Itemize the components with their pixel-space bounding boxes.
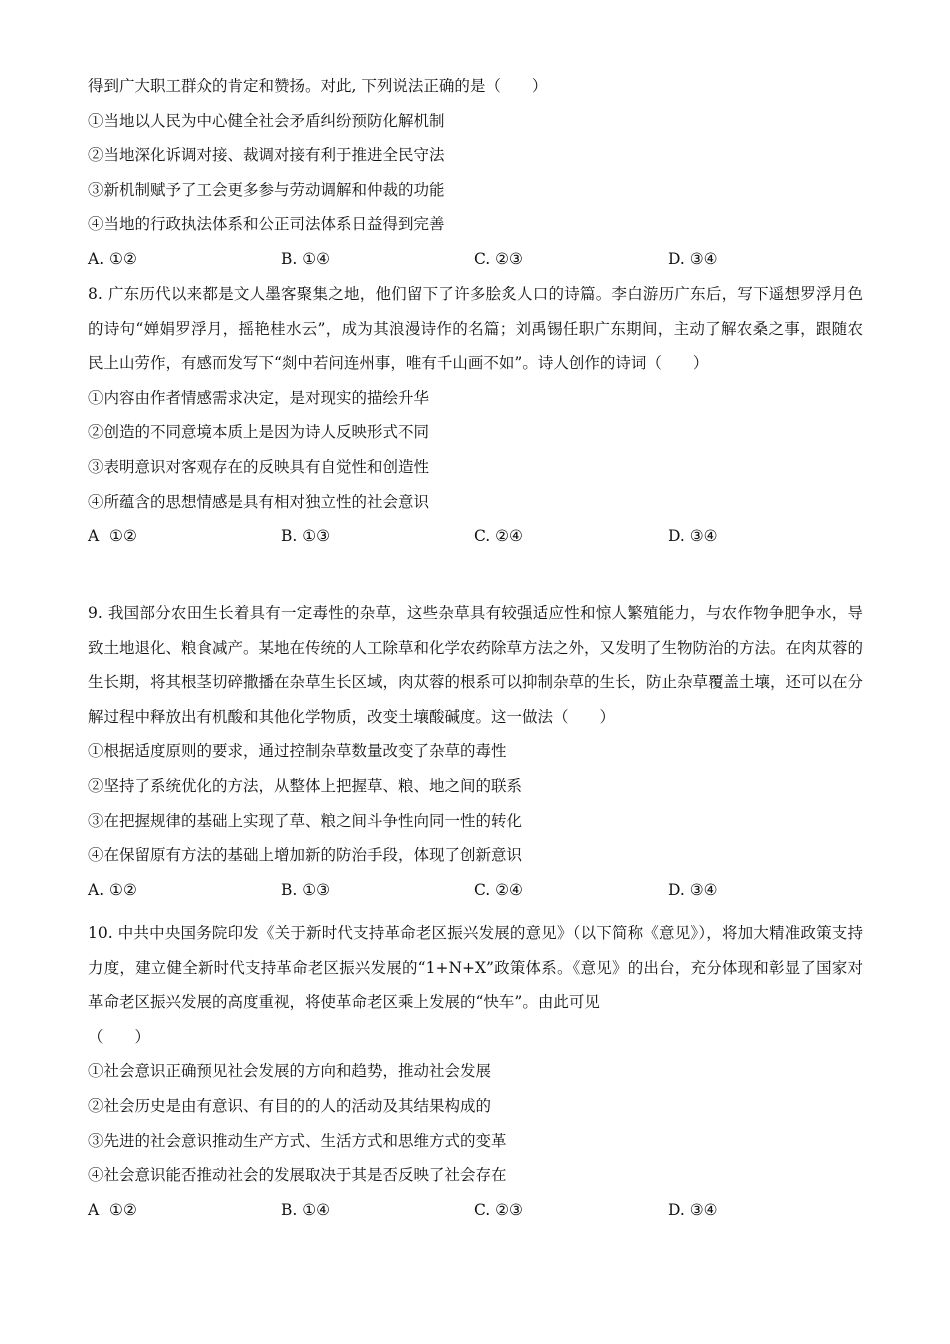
- answer-options: [88, 873, 863, 908]
- answer-options: [88, 242, 863, 277]
- option-d[interactable]: D. ③④: [668, 527, 718, 546]
- option-b[interactable]: B. ①③: [281, 527, 331, 546]
- statement-3: ③先进的社会意识推动生产方式、生活方式和思维方式的变革: [88, 1131, 507, 1150]
- statement-4: ④社会意识能否推动社会的发展取决于其是否反映了社会存在: [88, 1166, 507, 1185]
- statement-1: ①根据适度原则的要求，通过控制杂草数量改变了杂草的毒性: [88, 742, 507, 761]
- option-b[interactable]: B. ①④: [281, 249, 331, 268]
- option-d[interactable]: D. ③④: [668, 880, 718, 899]
- statement-4: ④所蕴含的思想情感是具有相对独立性的社会意识: [88, 492, 430, 511]
- option-d[interactable]: D. ③④: [668, 249, 718, 268]
- statement-2: ②坚持了系统优化的方法，从整体上把握草、粮、地之间的联系: [88, 776, 523, 795]
- option-c[interactable]: C. ②③: [474, 1200, 523, 1219]
- statement-3: ③在把握规律的基础上实现了草、粮之间斗争性向同一性的转化: [88, 811, 523, 830]
- option-a[interactable]: A ①②: [88, 1200, 137, 1219]
- question-9: [88, 596, 863, 907]
- question-8-stem: 8. 广东历代以来都是文人墨客聚集之地，他们留下了许多脍炙人口的诗篇。李白游历广东后，写下遥想罗浮月色的诗句“婵娟罗浮月，摇艳桂水云”，成为其浪漫诗作的名篇；刘禹锡任职广东期间，主动了解农桑之事，跟随农民上山劳作，有感而发写下“剡中若问连州事，唯有千山画不如”。诗人创作的诗词（ ）: [88, 285, 863, 373]
- question-7: [88, 69, 863, 277]
- option-c[interactable]: C. ②③: [474, 249, 523, 268]
- statement-1: ①社会意识正确预见社会发展的方向和趋势，推动社会发展: [88, 1062, 492, 1081]
- question-8: [88, 277, 863, 554]
- statement-1: ①当地以人民为中心健全社会矛盾纠纷预防化解机制: [88, 111, 445, 130]
- option-b[interactable]: B. ①④: [281, 1200, 331, 1219]
- statement-2: ②社会历史是由有意识、有目的的人的活动及其结果构成的: [88, 1096, 492, 1115]
- option-d[interactable]: D. ③④: [668, 1200, 718, 1219]
- statement-2: ②创造的不同意境本质上是因为诗人反映形式不同: [88, 423, 430, 442]
- statement-4: ④在保留原有方法的基础上增加新的防治手段，体现了创新意识: [88, 846, 523, 865]
- answer-options: [88, 1193, 863, 1228]
- answer-options: [88, 519, 863, 554]
- statement-3: ③表明意识对客观存在的反映具有自觉性和创造性: [88, 457, 430, 476]
- option-a[interactable]: A. ①②: [88, 249, 137, 268]
- statement-2: ②当地深化诉调对接、裁调对接有利于推进全民守法: [88, 146, 445, 165]
- statement-3: ③新机制赋予了工会更多参与劳动调解和仲裁的功能: [88, 180, 445, 199]
- option-a[interactable]: A ①②: [88, 527, 137, 546]
- option-c[interactable]: C. ②④: [474, 880, 523, 899]
- option-a[interactable]: A. ①②: [88, 880, 137, 899]
- statement-1: ①内容由作者情感需求决定，是对现实的描绘升华: [88, 388, 430, 407]
- question-9-stem: 9. 我国部分农田生长着具有一定毒性的杂草，这些杂草具有较强适应性和惊人繁殖能力，与农作物争肥争水，导致土地退化、粮食减产。某地在传统的人工除草和化学农药除草方法之外，又发明了生物防治的方法。在肉苁蓉的生长期，将其根茎切碎撒播在杂草生长区域，肉苁蓉的根系可以抑制杂草的生长，防止杂草覆盖土壤，还可以在分解过程中释放出有机酸和其他化学物质，改变土壤酸碱度。这一做法（ ）: [88, 604, 864, 726]
- question-10: [88, 916, 863, 1227]
- answer-paren: （ ）: [88, 1027, 151, 1046]
- question-7-stem-tail: 得到广大职工群众的肯定和赞扬。对此, 下列说法正确的是（ ）: [88, 77, 548, 95]
- question-10-stem: 10. 中共中央国务院印发《关于新时代支持革命老区振兴发展的意见》（以下简称《意见》），将加大精准政策支持力度，建立健全新时代支持革命老区振兴发展的“1+N+X”政策体系。《意见》的出台，充分体现和彰显了国家对革命老区振兴发展的高度重视，将使革命老区乘上发展的“快车”。由此可见: [88, 924, 863, 1012]
- option-b[interactable]: B. ①③: [281, 880, 331, 899]
- option-c[interactable]: C. ②④: [474, 527, 523, 546]
- statement-4: ④当地的行政执法体系和公正司法体系日益得到完善: [88, 215, 445, 234]
